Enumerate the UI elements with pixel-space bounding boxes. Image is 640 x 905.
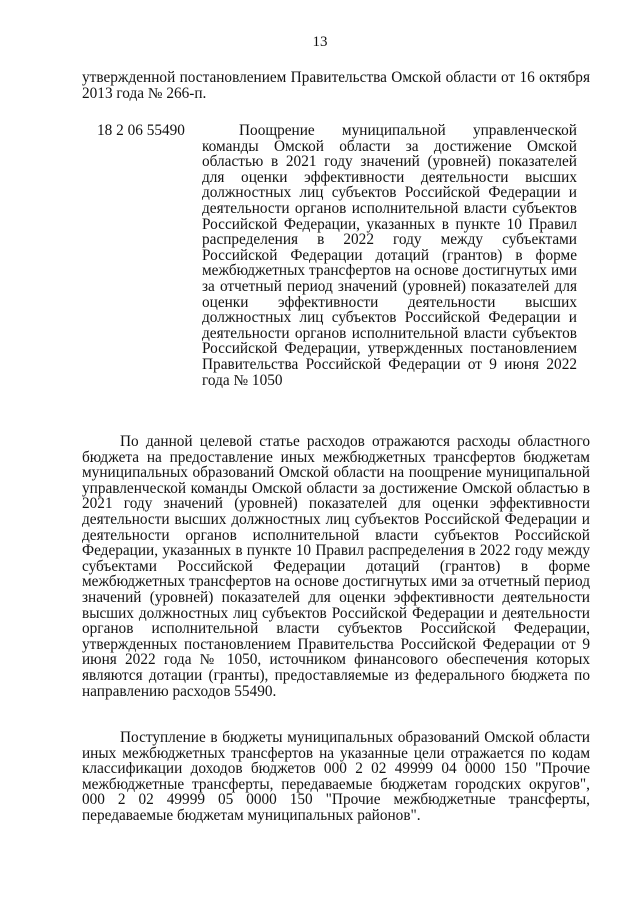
entry-description: Поощрение муниципальной управленческой команды Омской области за достижение Омской областью в 2021 году значений (уровней) показателей для оценки эффективности деятельности высших должностных лиц субъектов Российской Федерации и деятельности органов исполнительной власти субъектов Российской Федерации, указанных в пункте 10 Правил распределения в 2022 году между субъектами Российской Федерации дотаций (грантов) в форме межбюджетных трансфертов на основе достигнутых ими за отчетный период значений (уровней) показателей для оценки эффективности деятельности высших должностных лиц субъектов Российской Федерации и деятельности органов исполнительной власти субъектов Российской Федерации, утвержденных постановлением Правительства Российской Федерации от 9 июня 2022 года № 1050 (202, 122, 577, 389)
entry-code: 18 2 06 55490 (97, 122, 185, 139)
body-paragraph-1: По данной целевой статье расходов отражаются расходы областного бюджета на предоставление иных межбюджетных трансфертов бюджетам муниципальных образований Омской области на поощрение муниципальной управленческой команды Омской области за достижение Омской областью в 2021 году значений (уровней) показателей для оценки эффективности деятельности высших должностных лиц субъектов Российской Федерации и деятельности органов исполнительной власти субъектов Российской Федерации, указанных в пункте 10 Правил распределения в 2022 году между субъектами Российской Федерации дотаций (грантов) в форме межбюджетных трансфертов на основе достигнутых ими за отчетный период значений (уровней) показателей для оценки эффективности деятельности высших должностных лиц субъектов Российской Федерации и деятельности органов исполнительной власти субъектов Российской Федерации, утвержденных постановлением Правительства Российской Федерации от 9 июня 2022 года № 1050, источником финансового обеспечения которых являются дотации (гранты), предоставляемые из федерального бюджета по направлению расходов 55490. (82, 433, 590, 700)
body-paragraph-2: Поступление в бюджеты муниципальных образований Омской области иных межбюджетных трансфертов на указанные цели отражается по кодам классификации доходов бюджетов 000 2 02 49999 04 0000 150 "Прочие межбюджетные трансферты, передаваемые бюджетам городских округов", 000 2 02 49999 05 0000 150 "Прочие межбюджетные трансферты, передаваемые бюджетам муниципальных районов". (82, 729, 590, 824)
page-number: 13 (312, 34, 328, 50)
intro-paragraph: утвержденной постановлением Правительства Омской области от 16 октября 2013 года № 266-п. (82, 69, 590, 102)
